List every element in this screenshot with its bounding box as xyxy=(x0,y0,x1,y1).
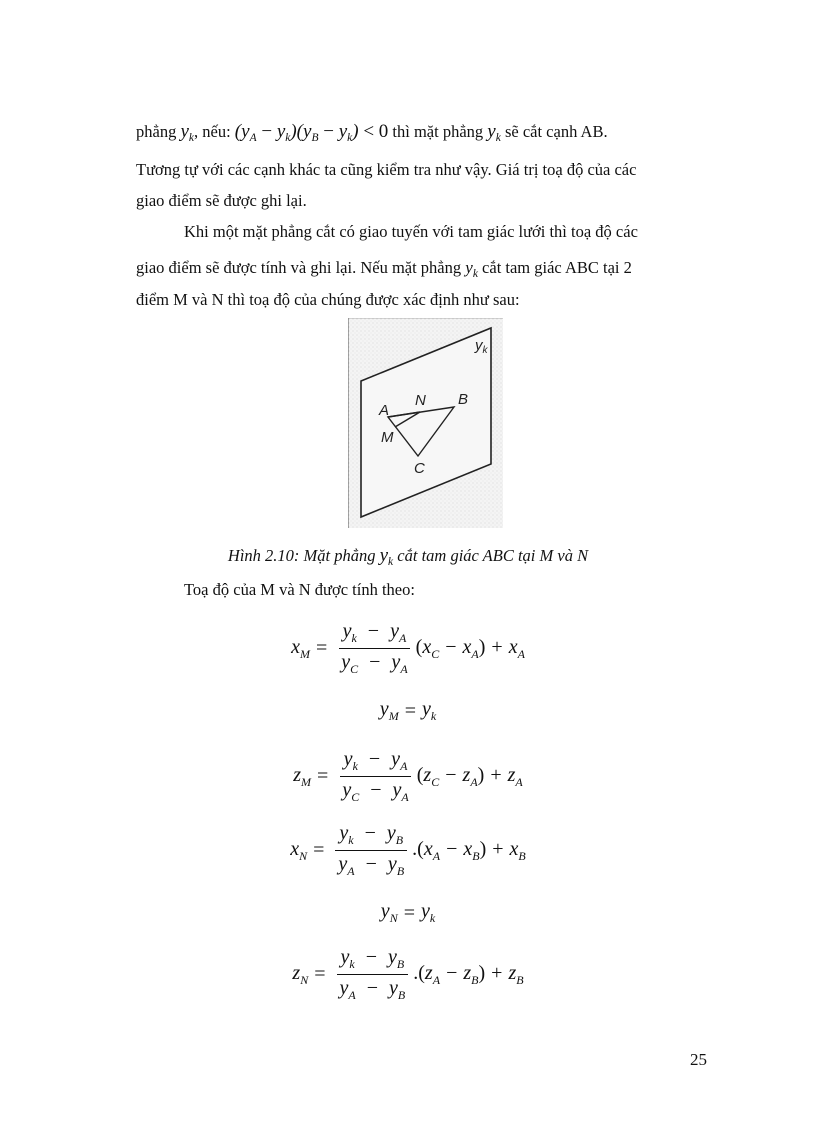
equation-xm: $x_M$ = $\frac{y_k - y_A}{y_C - y_A}$ $(x_C - x_A) + x_A$ xyxy=(291,620,525,676)
paragraph-2-line-2: giao điểm sẽ được tính và ghi lại. Nếu mặt phẳng $y_k$ cắt tam giác ABC tại 2 xyxy=(136,258,632,280)
equation-ym: $y_M$ = $y_k$ xyxy=(379,698,437,723)
label-plane-yk: $y_k$ xyxy=(475,337,488,356)
label-b: B xyxy=(458,391,469,408)
condition-expression: $(y_A - y_k)(y_B - y_k) < 0$ xyxy=(234,121,389,144)
equation-yn: $y_N$ = $y_k$ xyxy=(380,900,436,925)
equation-zn: $z_N$ = $\frac{y_k - y_B}{y_A - y_B}$ $.(z_A - z_B) + z_B$ xyxy=(292,946,524,1002)
equation-xn: $x_N$ = $\frac{y_k - y_B}{y_A - y_B}$ $.(x_A - x_B) + x_B$ xyxy=(290,822,526,878)
label-a: A xyxy=(379,402,390,419)
paragraph-2-line-3: điểm M và N thì toạ độ của chúng được xác định như sau: xyxy=(136,290,520,309)
lead-text: Toạ độ của M và N được tính theo: xyxy=(184,580,415,599)
paragraph-1-line-2: Tương tự với các cạnh khác ta cũng kiểm tra như vậy. Giá trị toạ độ của các xyxy=(136,160,637,179)
page-number: 25 xyxy=(690,1050,707,1069)
label-c: C xyxy=(414,460,425,477)
equation-zm: $z_M$ = $\frac{y_k - y_A}{y_C - y_A}$ $(z_C - z_A) + z_A$ xyxy=(293,748,523,804)
figure-plane-triangle xyxy=(348,318,503,528)
label-m: M xyxy=(381,429,394,446)
var-yk: $y_k$ xyxy=(180,121,194,144)
figure-caption: Hình 2.10: Mặt phẳng $y_k$ cắt tam giác ABC tại M và N xyxy=(227,545,589,568)
label-n: N xyxy=(415,392,426,409)
paragraph-2-line-1: Khi một mặt phẳng cắt có giao tuyến với tam giác lưới thì toạ độ các xyxy=(184,222,638,241)
paragraph-1-line-1: phẳng $y_k$, nếu: $(y_A - y_k)(y_B - y_k) < 0$ thì mặt phẳng $y_k$ sẽ cắt cạnh AB. xyxy=(136,121,608,144)
paragraph-1-line-3: giao điểm sẽ được ghi lại. xyxy=(136,191,307,210)
